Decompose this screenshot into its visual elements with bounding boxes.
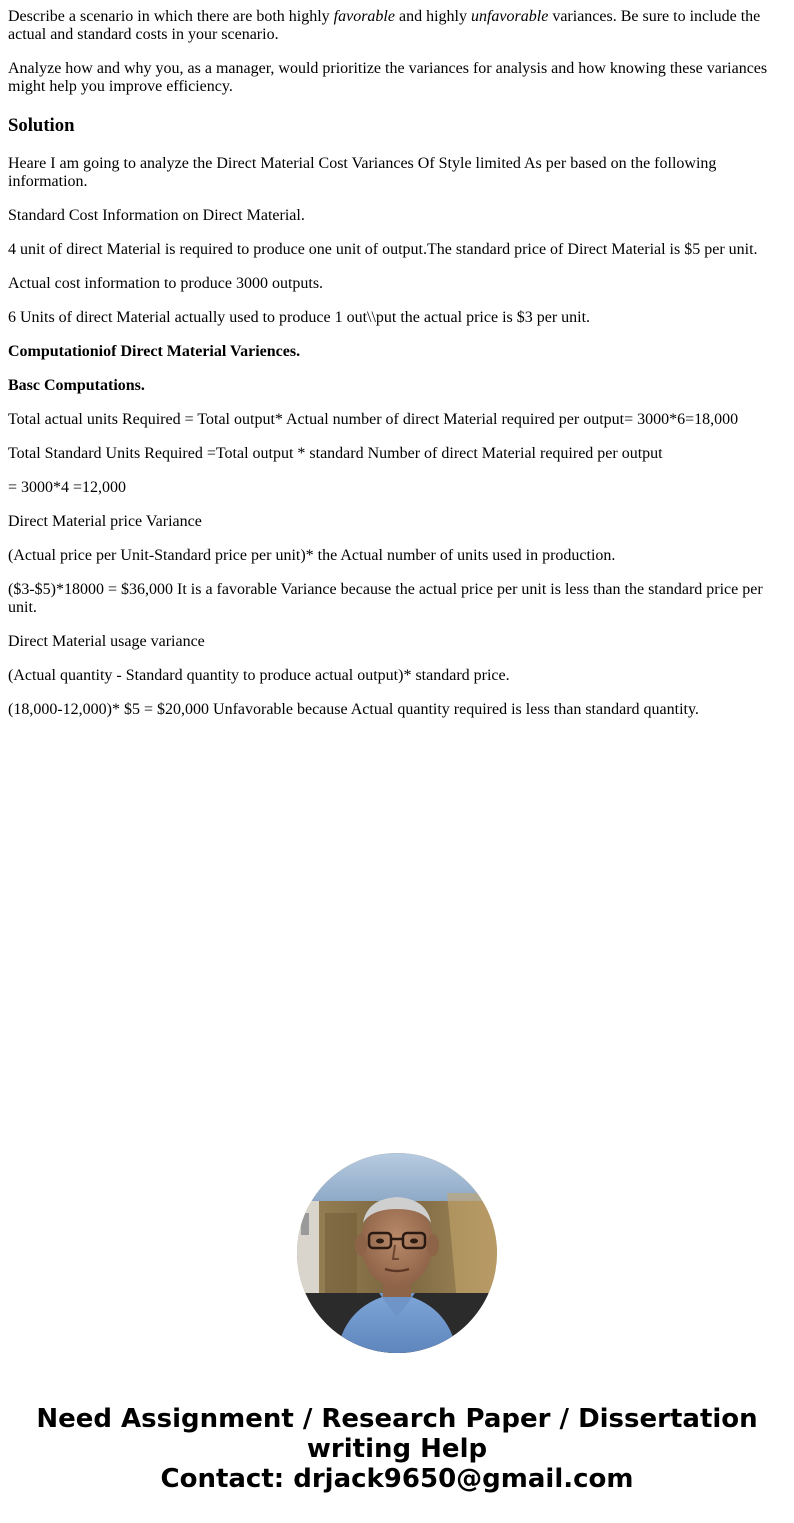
solution-paragraph: Total Standard Units Required =Total output * standard Number of direct Material required per output bbox=[8, 445, 663, 462]
solution-paragraph-bold bbox=[8, 343, 786, 361]
solution-paragraph: Heare I am going to analyze the Direct Material Cost Variances Of Style limited As per based on the following information. bbox=[8, 155, 717, 190]
solution-heading: Solution bbox=[8, 115, 75, 136]
text-span: Describe a scenario in which there are both highly bbox=[8, 8, 334, 25]
promo-footer bbox=[0, 1404, 794, 1494]
question-paragraph-2: Analyze how and why you, as a manager, would prioritize the variances for analysis and how knowing these variances might help you improve efficiency. bbox=[8, 60, 768, 95]
avatar-portrait-icon bbox=[297, 1153, 497, 1353]
solution-paragraph: = 3000*4 =12,000 bbox=[8, 479, 127, 496]
footer-line-1: Need Assignment / Research Paper / Dissertation bbox=[36, 1404, 758, 1434]
solution-paragraph: 6 Units of direct Material actually used to produce 1 out\\put the actual price is $3 per unit. bbox=[8, 309, 591, 326]
emphasis-favorable: favorable bbox=[333, 8, 395, 25]
footer-line-2: writing Help bbox=[306, 1434, 488, 1464]
solution-paragraph: Actual cost information to produce 3000 outputs. bbox=[8, 275, 324, 292]
document-body bbox=[8, 0, 786, 735]
solution-paragraph-bold bbox=[8, 377, 786, 395]
emphasis-unfavorable: unfavorable bbox=[470, 8, 549, 25]
text-span: variances. Be sure to include the actual and standard costs in your scenario. bbox=[8, 8, 761, 43]
solution-paragraph: (Actual price per Unit-Standard price per unit)* the Actual number of units used in production. bbox=[8, 547, 616, 564]
bold-text: Basc Computations. bbox=[8, 377, 145, 394]
solution-paragraph: ($3-$5)*18000 = $36,000 It is a favorable Variance because the actual price per unit is less than the standard price per unit. bbox=[8, 581, 763, 616]
solution-paragraph: (18,000-12,000)* $5 = $20,000 Unfavorable because Actual quantity required is less than standard quantity. bbox=[8, 701, 699, 718]
tutor-avatar bbox=[297, 1153, 497, 1353]
question-paragraph-1 bbox=[8, 0, 786, 44]
solution-paragraph: (Actual quantity - Standard quantity to produce actual output)* standard price. bbox=[8, 667, 510, 684]
footer-contact: Contact: drjack9650@gmail.com bbox=[160, 1464, 634, 1494]
solution-paragraph: Total actual units Required = Total output* Actual number of direct Material required per output= 3000*6=18,000 bbox=[8, 411, 739, 428]
solution-paragraph: Direct Material usage variance bbox=[8, 633, 205, 650]
solution-paragraph: 4 unit of direct Material is required to produce one unit of output.The standard price of Direct Material is $5 per unit. bbox=[8, 241, 758, 258]
solution-paragraph: Standard Cost Information on Direct Material. bbox=[8, 207, 305, 224]
text-span: and highly bbox=[394, 8, 471, 25]
bold-text: Computationiof Direct Material Variences. bbox=[8, 343, 301, 360]
solution-paragraph: Direct Material price Variance bbox=[8, 513, 202, 530]
